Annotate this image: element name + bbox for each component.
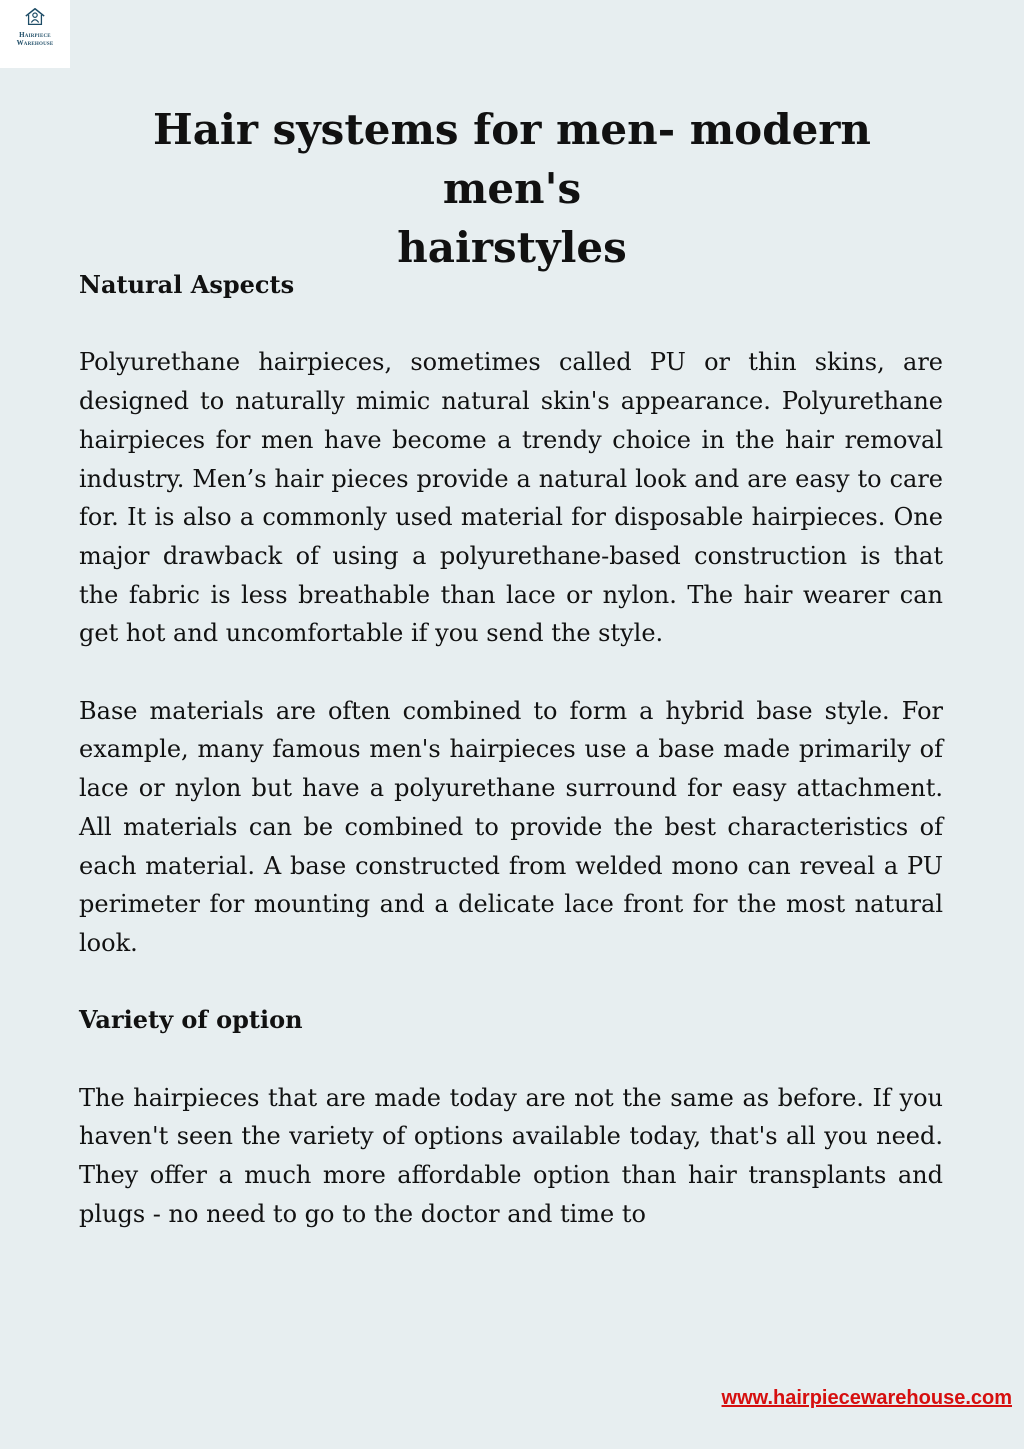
logo-line-1: Hairpiece xyxy=(19,31,51,39)
page-title xyxy=(80,100,944,277)
logo-text xyxy=(17,31,54,47)
title-line-2: hairstyles xyxy=(397,223,627,272)
paragraph-base-materials: Base materials are often combined to form a hybrid base style. For example, many famous men's hairpieces use a base made primarily of lace or nylon but have a polyurethane surround for easy attachment. All materials can be combined to provide the best characteristics of each material. A base constructed from welded mono can reveal a PU perimeter for mounting and a delicate lace front for the most natural look. xyxy=(79,696,943,957)
section-heading-variety-of-option: Variety of option xyxy=(79,1005,303,1035)
title-line-1: Hair systems for men- modern men's xyxy=(153,105,871,213)
website-link[interactable]: www.hairpiecewarehouse.com xyxy=(721,1387,1012,1409)
paragraph-variety: The hairpieces that are made today are not the same as before. If you haven't seen the variety of options available today, that's all you need. They offer a much more affordable option than hair transplants and plugs - no need to go to the doctor and time to xyxy=(79,1083,943,1228)
house-person-icon xyxy=(24,6,46,28)
logo-line-2: Warehouse xyxy=(16,39,54,47)
document-body xyxy=(79,266,943,1234)
section-heading-natural-aspects: Natural Aspects xyxy=(79,270,295,299)
brand-logo[interactable] xyxy=(0,0,70,68)
paragraph-polyurethane: Polyurethane hairpieces, sometimes called PU or thin skins, are designed to naturally mimic natural skin's appearance. Polyurethane hairpieces for men have become a trendy choice in the hair removal industry. Men’s hair pieces provide a natural look and are easy to care for. It is also a commonly used material for disposable hairpieces. One major drawback of using a polyurethane-based construction is that the fabric is less breathable than lace or nylon. The hair wearer can get hot and uncomfortable if you send the style. xyxy=(79,348,943,648)
